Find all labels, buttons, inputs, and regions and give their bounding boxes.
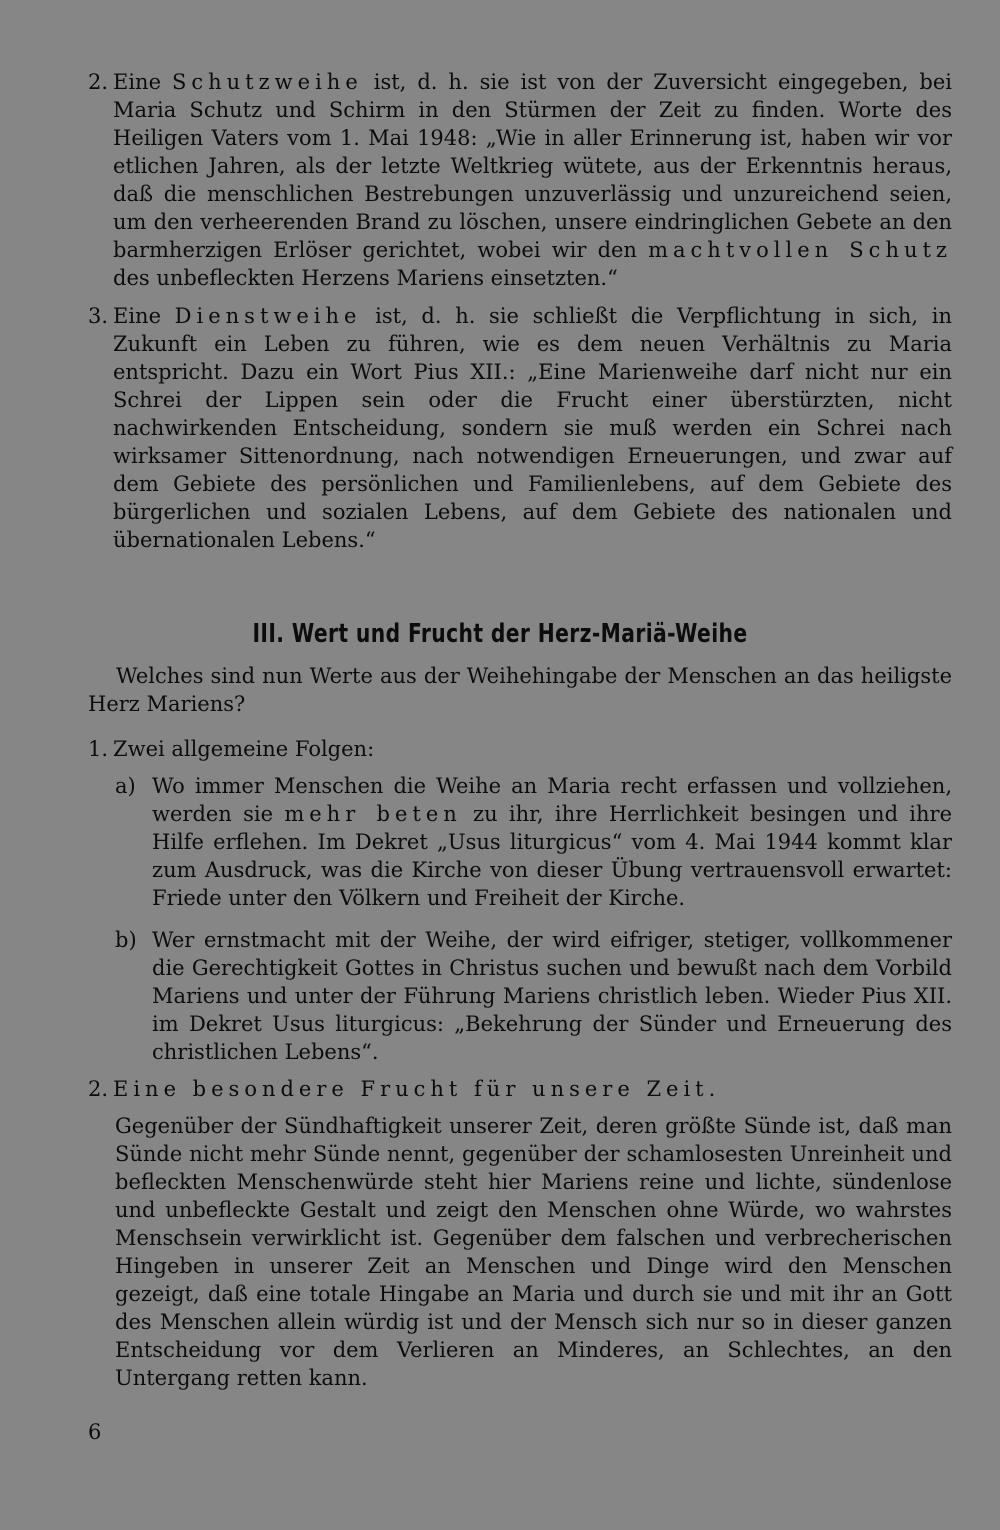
emphasis-spaced: mehr beten	[284, 802, 462, 826]
sub-item-label: a)	[115, 774, 136, 798]
list-item-special-fruit	[88, 1075, 952, 1103]
sub-item-text: Wer ernstmacht mit der Weihe, der wird eifriger, stetiger, vollkommener die Gerechtigkeit Gottes in Christus suchen und bewußt nach dem Vorbild Mariens und unter der Führung Mariens christlich leben. Wieder Pius XII. im Dekret Usus liturgicus: „Bekehrung der Sünder und Erneuerung des christlichen Lebens“.	[152, 928, 952, 1064]
sub-item-b	[115, 926, 952, 1066]
item-text: Eine Schutzweihe ist, d. h. sie ist von der Zuversicht eingegeben, bei Maria Schutz und Schirm in den Stürmen der Zeit zu finden. Worte des Heiligen Vaters vom 1. Mai 1948: „Wie in aller Erinnerung ist, haben wir vor etlichen Jahren, als der letzte Weltkrieg wütete, aus der Erkenntnis heraus, daß die menschlichen Bestrebungen unzuverlässig und unzureichend seien, um den verheerenden Brand zu löschen, unsere eindringlichen Gebete an den barmherzigen Erlöser gerichtet, wobei wir den machtvollen Schutz des unbefleckten Herzens Mariens einsetzten.“	[113, 70, 952, 290]
list-item-general-consequences	[88, 735, 952, 763]
item-number: 1.	[88, 737, 109, 761]
list-item-schutzweihe	[88, 68, 952, 292]
emphasis-spaced: machtvollen Schutz	[648, 238, 952, 262]
emphasis-spaced: Schutzweihe	[171, 70, 363, 94]
sub-item-text: Wo immer Menschen die Weihe an Maria recht erfassen und vollziehen, werden sie mehr beten zu ihr, ihre Herrlichkeit besingen und ihre Hilfe erflehen. Im Dekret „Usus liturgicus“ vom 4. Mai 1944 kommt klar zum Ausdruck, was die Kirche von dieser Übung vertrauensvoll erwartet: Friede unter den Völkern und Freiheit der Kirche.	[152, 774, 953, 910]
section-heading: III. Wert und Frucht der Herz-Mariä-Weihe	[252, 619, 748, 649]
item-number: 2.	[88, 70, 109, 94]
item-number: 2.	[88, 1077, 109, 1101]
emphasis-spaced: Dienstweihe	[174, 304, 362, 328]
sub-item-a	[115, 772, 952, 912]
item-text: Eine Dienstweihe ist, d. h. sie schließt die Verpflichtung in sich, in Zukunft ein Leben zu führen, wie es dem neuen Verhältnis zu Maria entspricht. Dazu ein Wort Pius XII.: „Eine Marienweihe darf nicht nur ein Schrei der Lippen sein oder die Frucht einer überstürzten, nicht nachwirkenden Entscheidung, sondern sie muß werden ein Schrei nach wirksamer Sittenordnung, nach notwendigen Erneuerungen, und zwar auf dem Gebiete des persönlichen und Familienlebens, auf dem Gebiete des bürgerlichen und sozialen Lebens, auf dem Gebiete des nationalen und übernationalen Lebens.“	[113, 304, 952, 552]
item-text: Eine besondere Frucht für unsere Zeit.	[113, 1077, 721, 1101]
intro-paragraph: Welches sind nun Werte aus der Weihehingabe der Menschen an das heiligste Herz Mariens?	[88, 664, 952, 716]
item-text: Zwei allgemeine Folgen:	[113, 737, 375, 761]
list-item-dienstweihe	[88, 302, 952, 554]
item-number: 3.	[88, 304, 109, 328]
sub-item-label: b)	[115, 928, 137, 952]
page-number: 6	[88, 1420, 102, 1444]
closing-paragraph: Gegenüber der Sündhaftigkeit unserer Zeit, deren größte Sünde ist, daß man Sünde nicht mehr Sünde nennt, gegenüber der schamlosesten Unreinheit und befleckten Menschenwürde steht hier Mariens reine und lichte, sündenlose und unbefleckte Gestalt und zeigt den Menschen ohne Würde, wo wahrstes Menschsein verwirklicht ist. Gegenüber dem falschen und verbrecherischen Hingeben in unserer Zeit an Menschen und Dinge wird den Menschen gezeigt, daß eine totale Hingabe an Maria und durch sie und mit ihr an Gott des Menschen allein würdig ist und der Mensch sich nur so in dieser ganzen Entscheidung vor dem Verlieren an Minderes, an Schlechtes, an den Untergang retten kann.	[115, 1114, 952, 1390]
